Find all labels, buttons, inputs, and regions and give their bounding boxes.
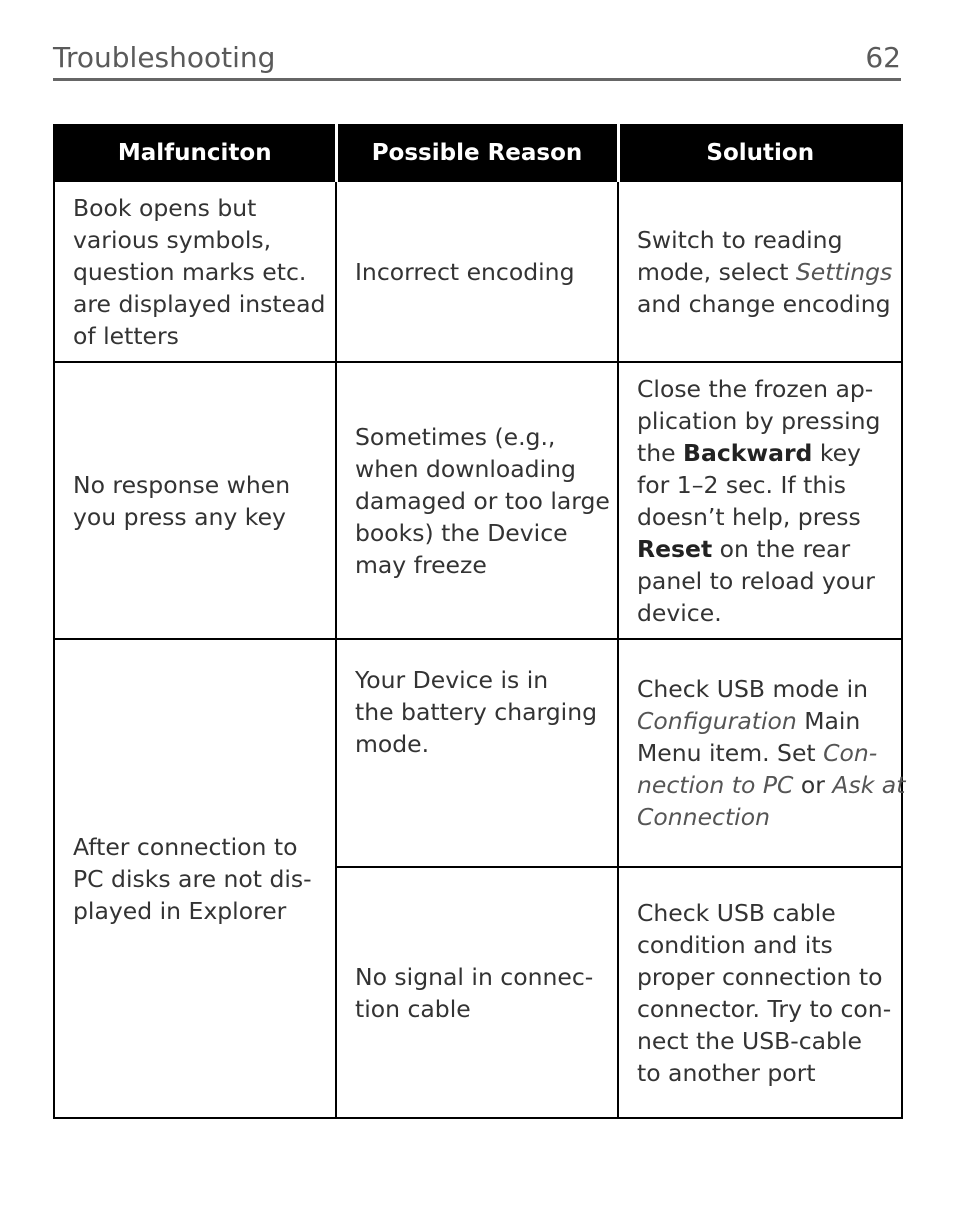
column-header-malfunction: Malfunciton — [54, 125, 336, 181]
solution-cell — [618, 362, 902, 639]
text-line: when downloading — [355, 454, 576, 483]
text-line: various symbols, — [73, 225, 272, 254]
page-number: 62 — [865, 41, 901, 74]
text-run: or — [793, 771, 833, 799]
solution-cell — [618, 867, 902, 1118]
text-line: played in Explorer — [73, 896, 287, 925]
text-line — [637, 737, 887, 769]
text-line: Sometimes (e.g., — [355, 422, 556, 451]
text-line: nect the USB-cable — [637, 1026, 862, 1055]
menu-reference-settings: Settings — [795, 257, 893, 286]
text-line: doesn’t help, press — [637, 502, 861, 531]
text-line: Your Device is in — [355, 666, 549, 694]
option-reference: nection to PC — [637, 771, 794, 799]
key-name-backward: Backward — [683, 438, 813, 467]
text-line: the battery charging — [355, 698, 597, 726]
text-line: for 1–2 sec. If this — [637, 470, 847, 499]
text-line — [637, 437, 887, 469]
text-run: Main — [796, 707, 861, 735]
text-line: plication by pressing — [637, 406, 881, 435]
text-line: books) the Device — [355, 518, 568, 547]
text-line: After connection to — [73, 832, 298, 861]
text-line: of letters — [73, 321, 179, 350]
text-line: Switch to reading — [637, 225, 843, 254]
text-run: Menu item. Set — [637, 739, 824, 767]
text-line: Book opens but — [73, 193, 257, 222]
column-header-solution: Solution — [618, 125, 902, 181]
malfunction-cell — [54, 181, 336, 362]
text-line — [637, 705, 887, 737]
table-row — [54, 362, 902, 639]
text-line: question marks etc. — [73, 257, 307, 286]
malfunction-cell — [54, 362, 336, 639]
text-line — [637, 769, 906, 801]
text-line: tion cable — [355, 994, 471, 1023]
solution-cell — [618, 181, 902, 362]
reason-cell — [336, 867, 618, 1118]
text-line: are displayed instead — [73, 289, 326, 318]
reason-cell — [336, 181, 618, 362]
text-line — [637, 533, 887, 565]
text-line: PC disks are not dis- — [73, 864, 312, 893]
text-line: you press any key — [73, 502, 286, 531]
text-run: the — [637, 438, 684, 467]
page-header — [53, 36, 901, 81]
text-line: Check USB cable — [637, 898, 836, 927]
option-reference: Con- — [823, 739, 878, 767]
column-header-possible-reason: Possible Reason — [336, 125, 618, 181]
section-title: Troubleshooting — [53, 41, 276, 74]
text-run: key — [812, 438, 861, 467]
text-line: Check USB mode in — [637, 675, 869, 703]
malfunction-cell — [54, 639, 336, 1118]
text-line: panel to reload your — [637, 566, 875, 595]
text-run: on the rear — [712, 534, 851, 563]
text-line: connector. Try to con- — [637, 994, 892, 1023]
text-line: No response when — [73, 470, 291, 499]
text-line: Close the frozen ap- — [637, 374, 874, 403]
table-row — [54, 181, 902, 362]
option-reference: Connection — [637, 803, 770, 831]
table-header-row — [54, 125, 902, 181]
text-line: mode. — [355, 730, 430, 758]
key-name-reset: Reset — [637, 534, 713, 563]
text-run: mode, select — [637, 257, 796, 286]
text-line: damaged or too large — [355, 486, 610, 515]
troubleshooting-table — [53, 124, 906, 1119]
table-row — [54, 639, 902, 867]
option-reference: Ask at — [832, 771, 906, 799]
text-line — [637, 256, 893, 288]
text-line: proper connection to — [637, 962, 883, 991]
menu-reference-configuration: Configuration — [637, 707, 797, 735]
solution-cell — [618, 639, 906, 867]
text-line: condition and its — [637, 930, 833, 959]
text-line: and change encoding — [637, 289, 891, 318]
reason-cell — [336, 362, 618, 639]
text-line: device. — [637, 598, 722, 627]
text-line: to another port — [637, 1058, 816, 1087]
text-line: may freeze — [355, 550, 487, 579]
text-line: Incorrect encoding — [355, 257, 575, 286]
reason-cell — [336, 639, 618, 867]
text-line: No signal in connec- — [355, 962, 594, 991]
